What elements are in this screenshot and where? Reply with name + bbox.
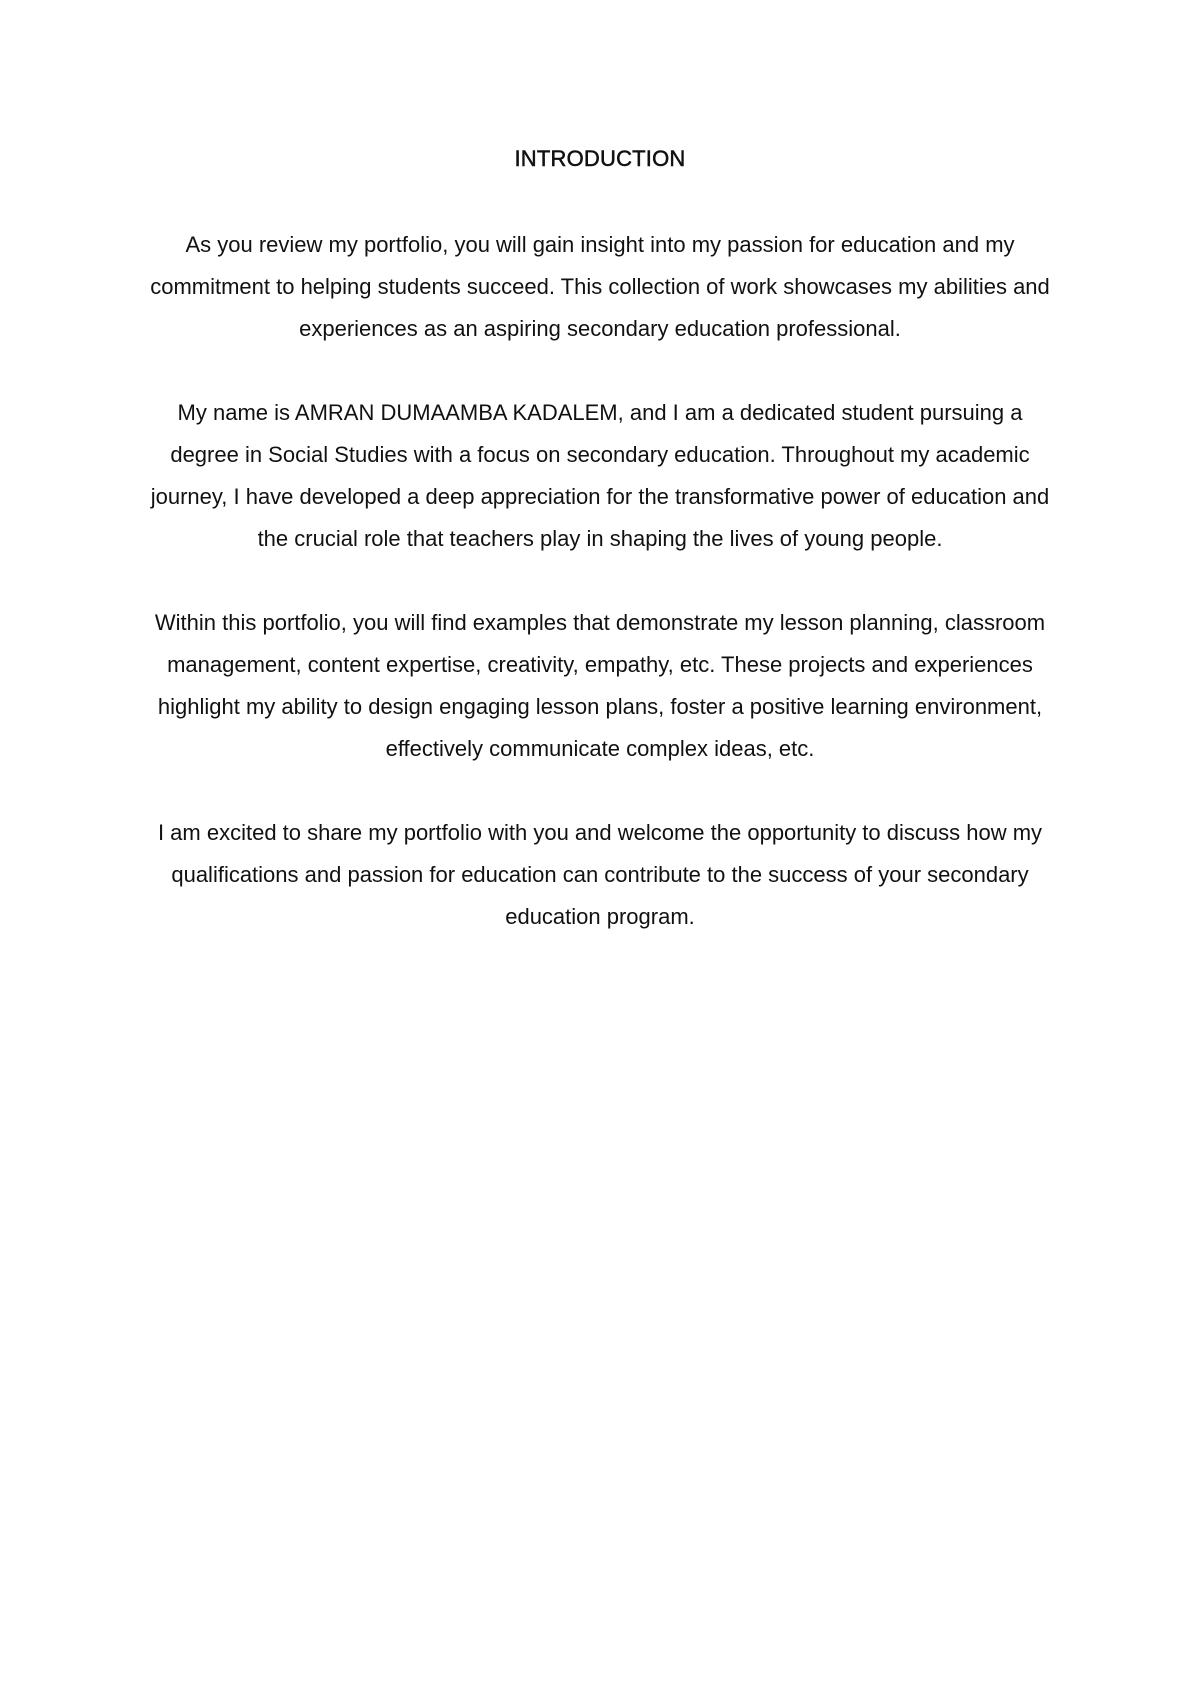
- intro-paragraph-about-me: My name is AMRAN DUMAAMBA KADALEM, and I am a dedicated student pursuing a degree in Social Studies with a focus on secondary education. Throughout my academic journey, I have developed a deep appreciation for the transformative power of education and the crucial role that teachers play in shaping the lives of young people.: [150, 400, 1050, 551]
- page-title: INTRODUCTION: [514, 146, 686, 171]
- intro-paragraph-contents: Within this portfolio, you will find examples that demonstrate my lesson planning, classroom management, content expertise, creativity, empathy, etc. These projects and experiences highlight my ability to design engaging lesson plans, foster a positive learning environment, effectively communicate complex ideas, etc.: [154, 610, 1046, 761]
- intro-paragraph-closing: I am excited to share my portfolio with you and welcome the opportunity to discuss how my qualifications and passion for education can contribute to the success of your secondary education program.: [157, 820, 1043, 929]
- document-body: [150, 143, 1050, 938]
- intro-paragraph-portfolio: As you review my portfolio, you will gain insight into my passion for education and my commitment to helping students succeed. This collection of work showcases my abilities and experiences as an aspiring secondary education professional.: [150, 232, 1050, 341]
